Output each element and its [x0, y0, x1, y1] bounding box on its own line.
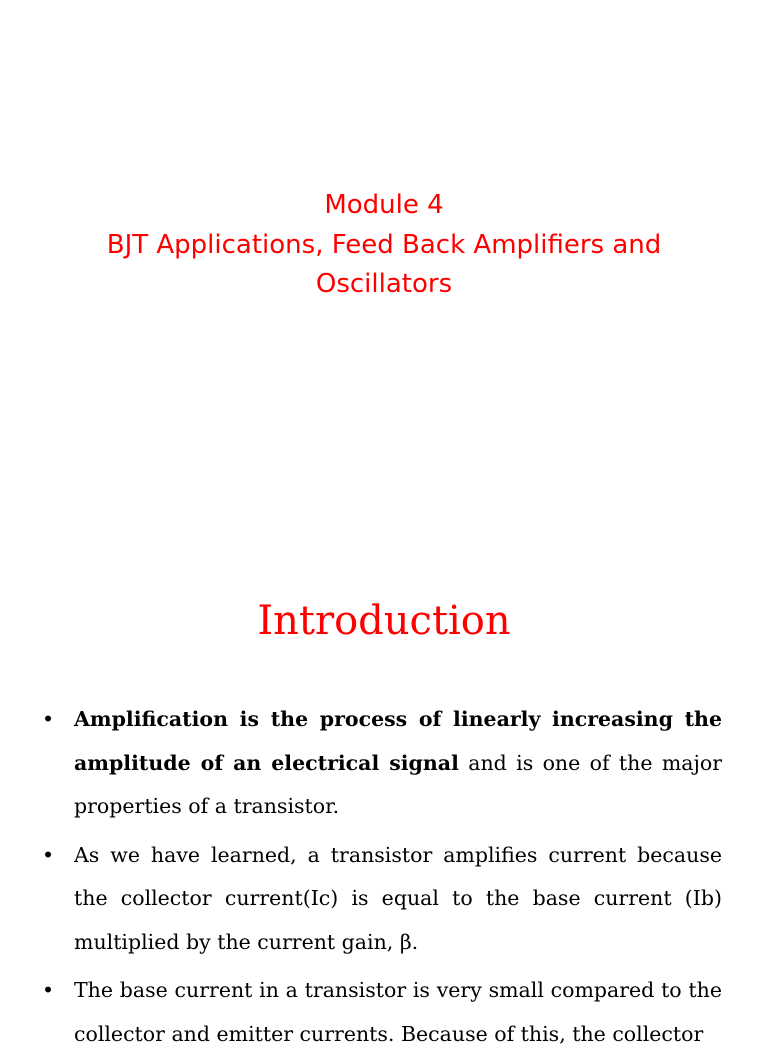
bullet-item-current-gain — [42, 834, 722, 965]
bullet-icon: • — [42, 842, 55, 867]
introduction-heading: Introduction — [257, 598, 511, 644]
bullet-text: and is one of the major properties of a transistor. — [74, 750, 723, 818]
bullet-text: The base current in a transistor is very small compared to the collector and emitter currents. Because of this, the collector — [74, 978, 722, 1046]
module-subtitle-line2: Oscillators — [315, 269, 453, 299]
bullet-item-amplification — [42, 698, 722, 829]
bullet-list — [42, 698, 722, 1061]
bullet-bold-text: Amplification is the process of linearly increasing the amplitude of an electrical signal — [74, 707, 722, 775]
bullet-icon: • — [42, 707, 55, 731]
bullet-icon: • — [42, 978, 55, 1002]
module-number: Module 4 — [324, 190, 444, 220]
module-subtitle-line1: BJT Applications, Feed Back Amplifiers and — [106, 229, 662, 260]
module-title — [40, 186, 728, 305]
bullet-item-base-current — [42, 969, 722, 1056]
introduction-slide — [0, 560, 768, 1046]
bullet-text: As we have learned, a transistor amplifies current because the collector current(Ic) is equal to the base current (Ib) multiplied by the current gain, β. — [74, 842, 722, 954]
